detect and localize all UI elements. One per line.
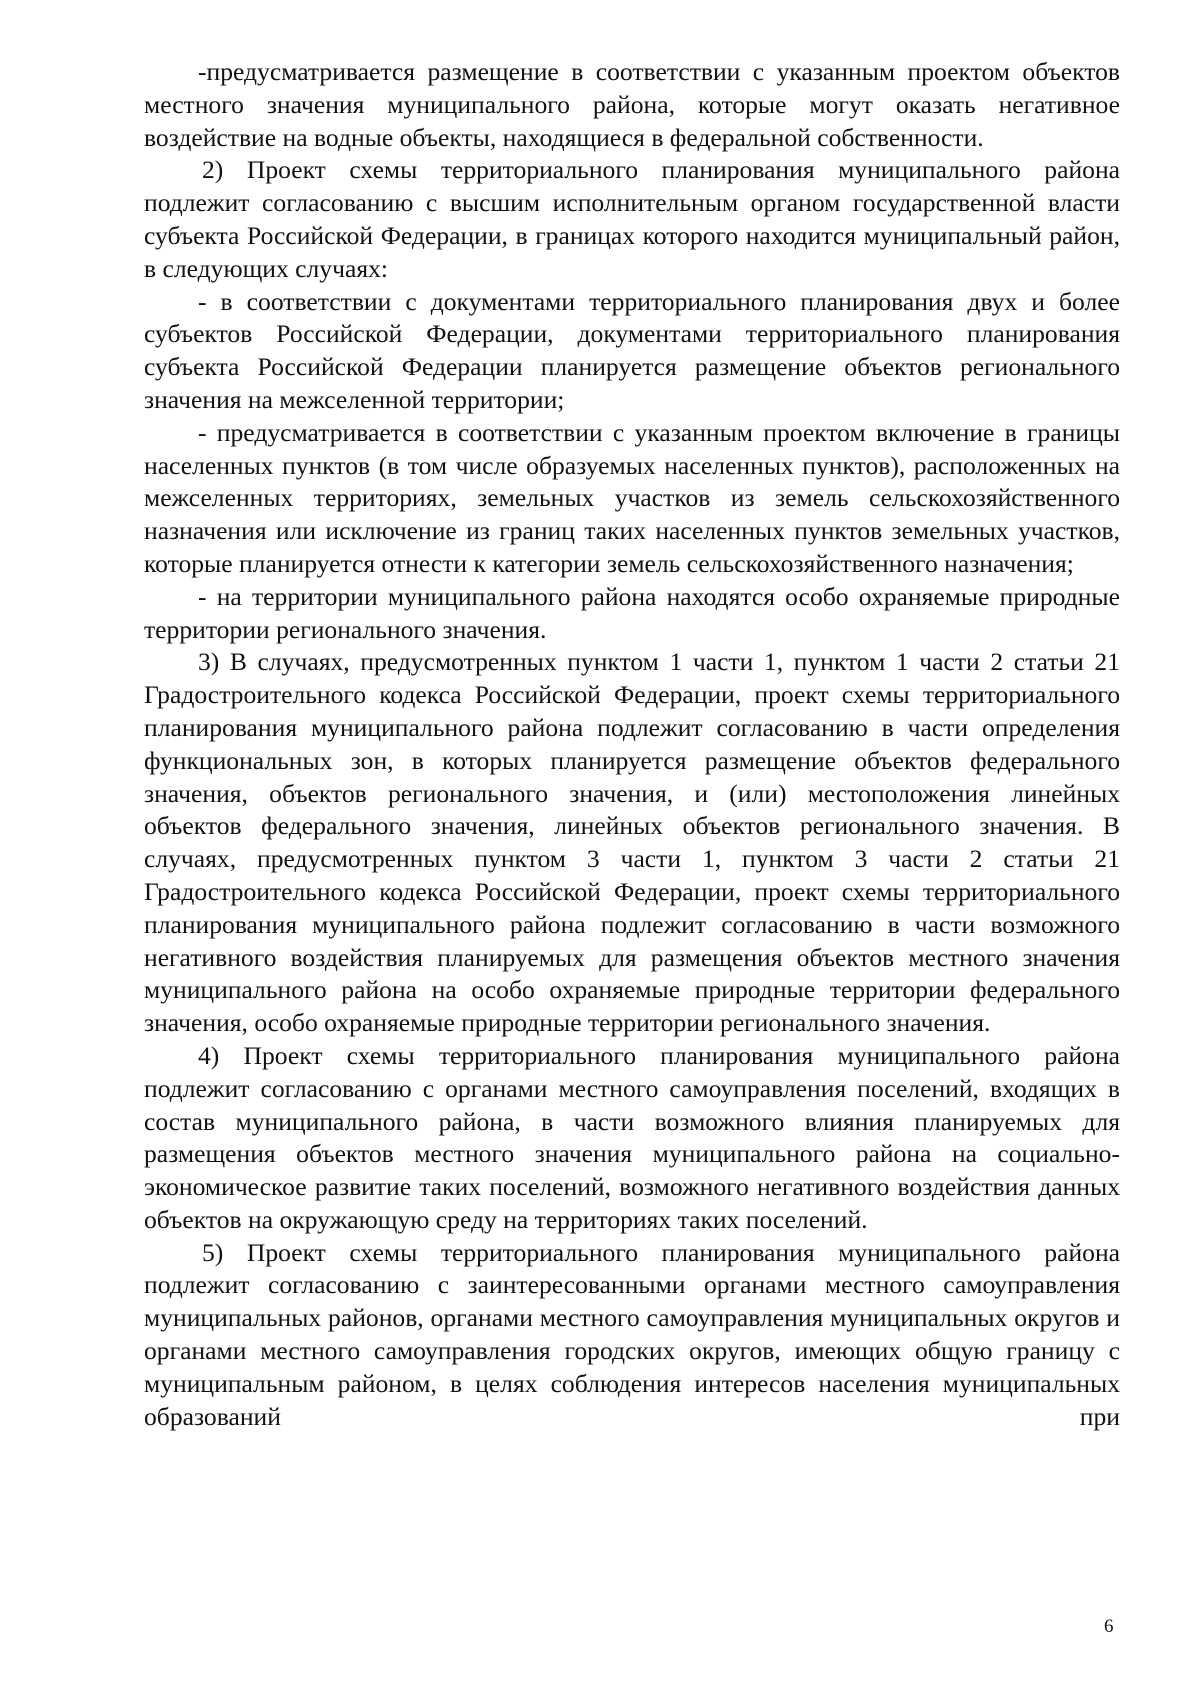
- paragraph-protected-areas: - на территории муниципального района находятся особо охраняемые природные территории регионального значения.: [144, 581, 1120, 644]
- paragraph-item-3: 3) В случаях, предусмотренных пунктом 1 части 1, пунктом 1 части 2 статьи 21 Градостроительного кодекса Российской Федерации, проект схемы территориального планирования муниципального района подлежит согласованию в части определения функциональных зон, в которых планируется размещение объектов федерального значения, объектов регионального значения, и (или) местоположения линейных объектов федерального значения, линейных объектов регионального значения. В случаях, предусмотренных пунктом 3 части 1, пунктом 3 части 2 статьи 21 Градостроительного кодекса Российской Федерации, проект схемы территориального планирования муниципального района подлежит согласованию в части возможного негативного воздействия планируемых для размещения объектов местного значения муниципального района на особо охраняемые природные территории федерального значения, особо охраняемые природные территории регионального значения.: [144, 647, 1120, 1038]
- page-number: 6: [1104, 1616, 1114, 1637]
- paragraph-item-4: 4) Проект схемы территориального планирования муниципального района подлежит согласованию с органами местного самоуправления поселений, входящих в состав муниципального района, в части возможного влияния планируемых для размещения объектов местного значения муниципального района на социально-экономическое развитие таких поселений, возможного негативного воздействия данных объектов на окружающую среду на территориях таких поселений.: [144, 1040, 1120, 1234]
- paragraph-item-5: 5) Проект схемы территориального планирования муниципального района подлежит согласованию с заинтересованными органами местного самоуправления муниципальных районов, органами местного самоуправления муниципальных округов и органами местного самоуправления городских округов, имеющих общую границу с муниципальным районом, в целях соблюдения интересов населения муниципальных образований при: [144, 1237, 1120, 1431]
- paragraph-settlement-borders: - предусматривается в соответствии с указанным проектом включение в границы населенных пунктов (в том числе образуемых населенных пунктов), расположенных на межселенных территориях, земельных участков из земель сельскохозяйственного назначения или исключение из границ таких населенных пунктов земельных участков, которые планируется отнести к категории земель сельскохозяйственного назначения;: [144, 417, 1120, 578]
- paragraph-item-2: 2) Проект схемы территориального планирования муниципального района подлежит согласованию с высшим исполнительным органом государственной власти субъекта Российской Федерации, в границах которого находится муниципальный район, в следующих случаях:: [144, 155, 1120, 283]
- document-page: [144, 56, 1120, 1616]
- paragraph-interregional-objects: - в соответствии с документами территориального планирования двух и более субъектов Российской Федерации, документами территориального планирования субъекта Российской Федерации планируется размещение объектов регионального значения на межселенной территории;: [144, 286, 1120, 414]
- paragraph-water-objects: -предусматривается размещение в соответствии с указанным проектом объектов местного значения муниципального района, которые могут оказать негативное воздействие на водные объекты, находящиеся в федеральной собственности.: [144, 57, 1120, 152]
